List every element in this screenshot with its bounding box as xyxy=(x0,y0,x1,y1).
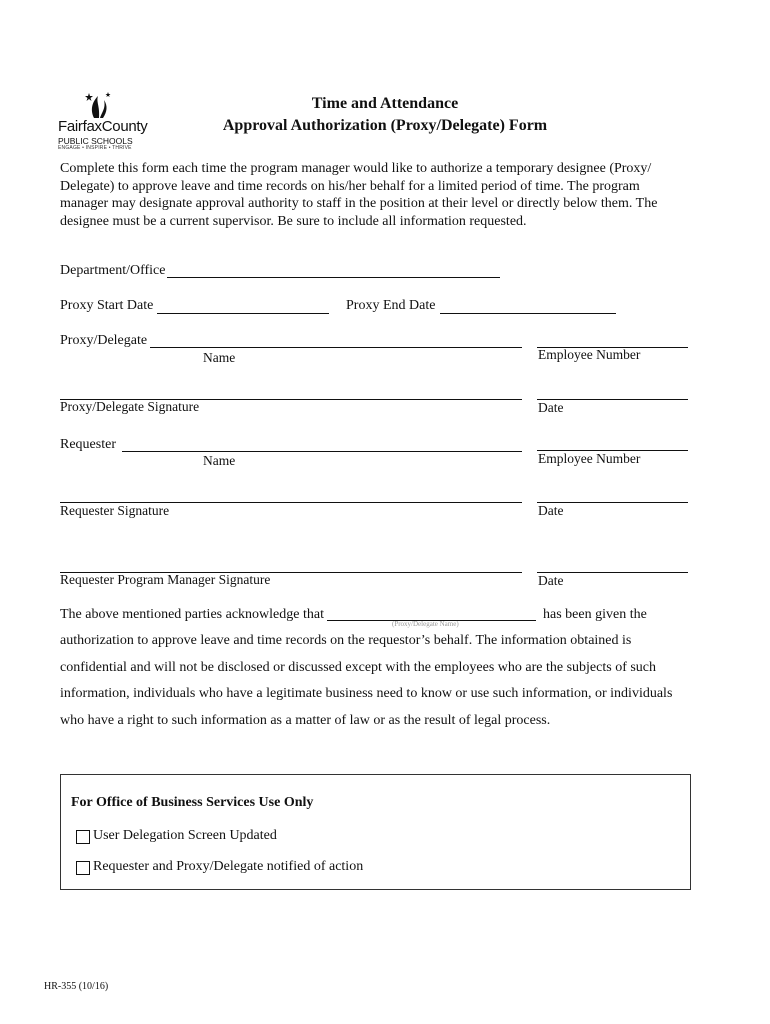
requester-signature-date-caption: Date xyxy=(538,503,564,518)
proxy-end-label: Proxy End Date xyxy=(346,298,436,313)
proxy-end-field[interactable] xyxy=(440,313,616,314)
form-title-line1: Time and Attendance xyxy=(311,95,459,112)
proxy-start-field[interactable] xyxy=(157,313,329,314)
manager-signature-caption: Requester Program Manager Signature xyxy=(60,572,271,587)
proxy-signature-caption: Proxy/Delegate Signature xyxy=(60,399,200,414)
form-code: HR-355 (10/16) xyxy=(44,981,109,992)
requester-employee-number-caption: Employee Number xyxy=(538,451,641,466)
form-title-line2: Approval Authorization (Proxy/Delegate) Form xyxy=(222,117,548,134)
intro-line: Delegate) to approve leave and time records on his/her behalf for a limited period of time. The program xyxy=(60,178,640,194)
notified-checkbox[interactable] xyxy=(76,861,90,875)
requester-label: Requester xyxy=(60,437,116,452)
department-field[interactable] xyxy=(167,277,500,278)
intro-line: manager may designate approval authority to staff in the position at their level or directly below them. The xyxy=(60,196,658,211)
office-use-box xyxy=(60,774,691,890)
proxy-name-caption: Name xyxy=(203,350,236,365)
office-use-heading: For Office of Business Services Use Only xyxy=(71,795,314,810)
ack-line: authorization to approve leave and time records on the requestor’s behalf. The information obtained is xyxy=(60,633,632,648)
logo-name: FairfaxCounty xyxy=(58,118,148,135)
proxy-signature-date-caption: Date xyxy=(538,400,564,415)
logo-tagline: ENGAGE • INSPIRE • THRIVE xyxy=(58,145,132,151)
manager-signature-date-caption: Date xyxy=(538,573,564,588)
ack-line: confidential and will not be disclosed or discussed except with the employees who are the subjects of such xyxy=(60,660,657,675)
ack-line: information, individuals who have a legitimate business need to know or use such information, or individuals xyxy=(60,686,673,701)
delegation-screen-label: User Delegation Screen Updated xyxy=(93,828,277,843)
proxy-employee-number-caption: Employee Number xyxy=(538,347,641,362)
intro-paragraph xyxy=(60,160,660,230)
ack-proxy-name-placeholder: (Proxy/Delegate Name) xyxy=(392,620,459,628)
proxy-start-label: Proxy Start Date xyxy=(60,298,154,313)
requester-name-field[interactable] xyxy=(122,451,522,452)
logo-subtitle: PUBLIC SCHOOLS xyxy=(58,136,133,146)
ack-lead: The above mentioned parties acknowledge that xyxy=(60,607,324,622)
delegation-screen-checkbox[interactable] xyxy=(76,830,90,844)
ack-line: who have a right to such information as a matter of law or as the result of legal process. xyxy=(60,713,551,728)
notified-label: Requester and Proxy/Delegate notified of action xyxy=(93,859,364,874)
requester-name-caption: Name xyxy=(203,453,236,468)
intro-line: Complete this form each time the program manager would like to authorize a temporary designee (Proxy/ xyxy=(60,161,652,176)
requester-signature-caption: Requester Signature xyxy=(60,503,170,518)
intro-line: designee must be a current supervisor. Be sure to include all information requested. xyxy=(60,213,527,229)
ack-tail: has been given the xyxy=(543,607,647,622)
proxy-delegate-label: Proxy/Delegate xyxy=(60,333,148,348)
department-label: Department/Office xyxy=(60,263,166,278)
proxy-delegate-name-field[interactable] xyxy=(150,347,522,348)
